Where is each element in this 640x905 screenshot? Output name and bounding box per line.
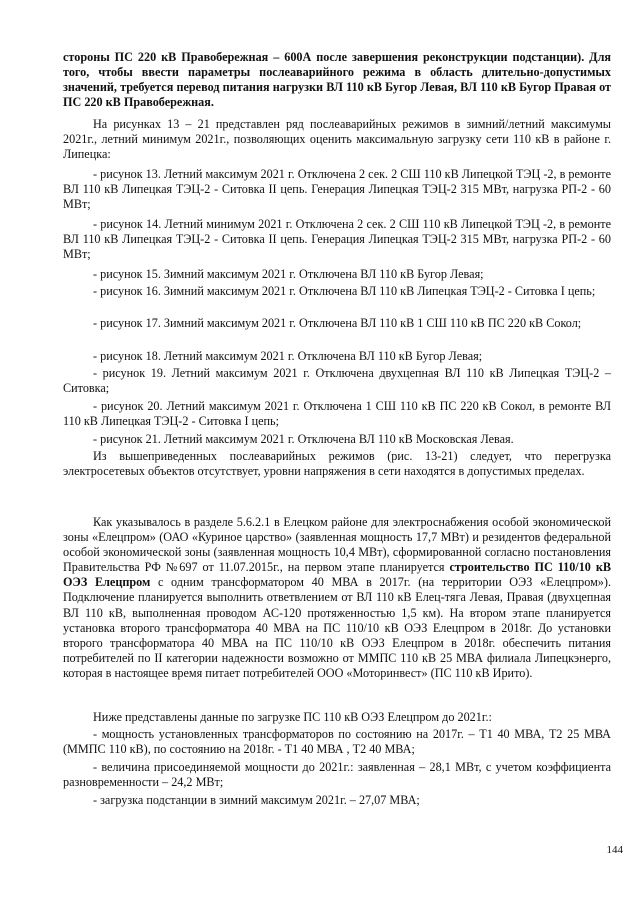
- figure-21-item: - рисунок 21. Летний максимум 2021 г. Отключена ВЛ 110 кВ Московская Левая.: [93, 432, 514, 446]
- load-intro-paragraph: Ниже представлены данные по загрузке ПС 110 кВ ОЭЗ Елецпром до 2021г.:: [93, 710, 492, 724]
- figure-13-item: - рисунок 13. Летний максимум 2021 г. Отключена 2 сек. 2 СШ 110 кВ Липецкой ТЭЦ -2, в ремонте ВЛ 110 кВ Липецкая ТЭЦ-2 - Ситовка II цепь. Генерация Липецкая ТЭЦ-2 315 МВт, нагрузка РП-2 - 60 МВт;: [63, 167, 611, 212]
- elets-paragraph: [63, 515, 611, 681]
- load-item-transformers: - мощность установленных трансформаторов по состоянию на 2017г. – Т1 40 МВА, Т2 25 МВА (ММПС 110 кВ), по состоянию на 2018г. - Т1 40 МВА , Т2 40 МВА;: [63, 727, 611, 757]
- figure-19-item: - рисунок 19. Летний максимум 2021 г. Отключена двухцепная ВЛ 110 кВ Липецкая ТЭЦ-2 – Ситовка;: [63, 366, 611, 396]
- load-item-winter-max: - загрузка подстанции в зимний максимум 2021г. – 27,07 МВА;: [93, 793, 420, 807]
- figures-intro-paragraph: На рисунках 13 – 21 представлен ряд послеаварийных режимов в зимний/летний максимумы 2021г., летний минимум 2021г., позволяющих оценить максимальную загрузку сети 110 кВ в районе г. Липецка:: [63, 117, 611, 162]
- figure-14-item: - рисунок 14. Летний минимум 2021 г. Отключена 2 сек. 2 СШ 110 кВ Липецкой ТЭЦ -2, в ремонте ВЛ 110 кВ Липецкая ТЭЦ-2 - Ситовка II цепь. Генерация Липецкая ТЭЦ-2 315 МВт, нагрузка РП-2 - 60 МВт;: [63, 217, 611, 262]
- conclusion-paragraph: Из вышеприведенных послеаварийных режимов (рис. 13-21) следует, что перегрузка электросетевых объектов отсутствует, уровни напряжения в сети находятся в допустимых пределах.: [63, 449, 611, 479]
- figure-20-item: - рисунок 20. Летний максимум 2021 г. Отключена 1 СШ 110 кВ ПС 220 кВ Сокол, в ремонте ВЛ 110 кВ Липецкая ТЭЦ-2 - Ситовка I цепь;: [63, 399, 611, 429]
- intro-bold-paragraph: стороны ПС 220 кВ Правобережная – 600А после завершения реконструкции подстанции). Для того, чтобы ввести параметры послеаварийного режима в область длительно-допустимых значений, требуется перевод питания нагрузки ВЛ 110 кВ Бугор Левая, ВЛ 110 кВ Бугор Правая от ПС 220 кВ Правобережная.: [63, 50, 611, 110]
- elets-construction-bold: строительство ПС 110/10 кВ ОЭЗ Елецпром: [63, 560, 611, 590]
- elets-paragraph-text-1: Как указывалось в разделе 5.6.2.1 в Елецком районе для электроснабжения особой экономической зоны «Елецпром» (ОАО «Куриное царство» (заявленная мощность 17,7 МВт) и резидентов федеральной особой экономической зоны (заявленная мощность 10,4 МВт), сформированной согласно постановления Правительства РФ №697 от 11.07.2015г., на первом этапе планируется: [63, 515, 611, 575]
- page-number: 144: [606, 844, 623, 856]
- figure-18-item: - рисунок 18. Летний максимум 2021 г. Отключена ВЛ 110 кВ Бугор Левая;: [93, 349, 483, 363]
- figure-17-item: - рисунок 17. Зимний максимум 2021 г. Отключена ВЛ 110 кВ 1 СШ 110 кВ ПС 220 кВ Сокол;: [93, 316, 582, 330]
- figure-16-item: - рисунок 16. Зимний максимум 2021 г. Отключена ВЛ 110 кВ Липецкая ТЭЦ-2 - Ситовка I цепь;: [93, 284, 596, 298]
- figure-15-item: - рисунок 15. Зимний максимум 2021 г. Отключена ВЛ 110 кВ Бугор Левая;: [93, 267, 484, 281]
- load-item-power: - величина присоединяемой мощности до 2021г.: заявленная – 28,1 МВт, с учетом коэффициента разновременности – 24,2 МВт;: [63, 760, 611, 790]
- elets-paragraph-text-2: с одним трансформатором 40 МВА в 2017г. (на территории ОЭЗ «Елецпром»). Подключение планируется выполнить ответвлением от ВЛ 110 кВ Елец-тяга Левая, Правая (двухцепная ВЛ 110 кВ, выполненная проводом АС-120 протяженностью 1,5 км). На втором этапе планируется установка второго трансформатора 40 МВА на ПС 110/10 кВ ОЭЗ Елецпром в 2018г. До установки второго трансформатора 40 МВА на ПС 110/10 кВ ОЭЗ Елецпром в 2018г. обеспечить питания потребителей по II категории надежности возможно от ММПС 110 кВ 25 МВА филиала Липецкэнерго, которая в настоящее время питает потребителей ООО «Моторинвест» (ПС 110 кВ Ирито).: [63, 575, 611, 680]
